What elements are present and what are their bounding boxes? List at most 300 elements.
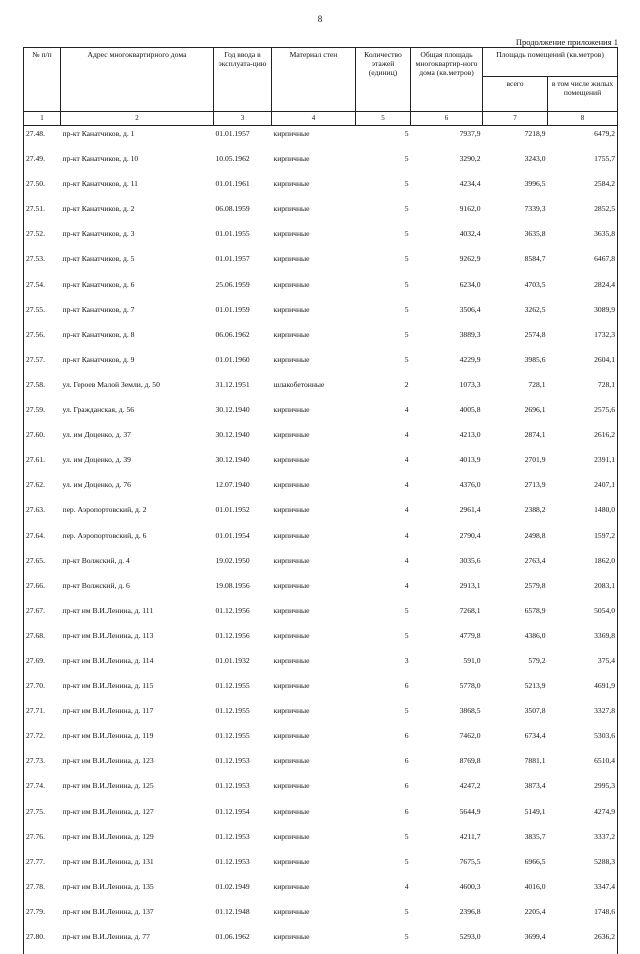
living-area-cell: 2391,1 <box>548 452 618 477</box>
header-premises-living: в том числе жилых помещений <box>548 77 618 112</box>
year-cell: 01.01.1960 <box>214 352 272 377</box>
premises-all-cell: 6578,9 <box>483 603 548 628</box>
floors-cell: 4 <box>356 528 411 553</box>
material-cell: кирпичные <box>272 678 356 703</box>
material-cell: кирпичные <box>272 578 356 603</box>
living-area-cell: 4274,9 <box>548 804 618 829</box>
material-cell: кирпичные <box>272 427 356 452</box>
row-number: 27.76. <box>24 829 61 854</box>
premises-all-cell: 3985,6 <box>483 352 548 377</box>
floors-cell: 4 <box>356 879 411 904</box>
premises-all-cell: 3507,8 <box>483 703 548 728</box>
premises-all-cell: 5149,1 <box>483 804 548 829</box>
row-number: 27.58. <box>24 377 61 402</box>
premises-all-cell: 5213,9 <box>483 678 548 703</box>
year-cell: 01.12.1948 <box>214 904 272 929</box>
total-area-cell: 2790,4 <box>411 528 483 553</box>
year-cell: 01.12.1954 <box>214 804 272 829</box>
year-cell: 01.01.1959 <box>214 302 272 327</box>
living-area-cell: 2995,3 <box>548 778 618 803</box>
premises-all-cell: 3635,8 <box>483 226 548 251</box>
total-area-cell: 6234,0 <box>411 277 483 302</box>
row-number: 27.63. <box>24 502 61 527</box>
address-cell: ул. им Доценко, д. 37 <box>61 427 214 452</box>
row-number: 27.57. <box>24 352 61 377</box>
year-cell: 01.12.1953 <box>214 753 272 778</box>
total-area-cell: 2396,8 <box>411 904 483 929</box>
header-material: Материал стен <box>272 48 356 112</box>
premises-all-cell: 2696,1 <box>483 402 548 427</box>
table-row <box>24 126 618 152</box>
living-area-cell: 3369,8 <box>548 628 618 653</box>
living-area-cell: 1755,7 <box>548 151 618 176</box>
row-number: 27.55. <box>24 302 61 327</box>
total-area-cell: 7937,9 <box>411 126 483 152</box>
address-cell: пр-кт им В.И.Ленина, д. 137 <box>61 904 214 929</box>
living-area-cell: 5054,0 <box>548 603 618 628</box>
floors-cell: 4 <box>356 477 411 502</box>
material-cell: кирпичные <box>272 452 356 477</box>
material-cell: кирпичные <box>272 528 356 553</box>
material-cell: кирпичные <box>272 277 356 302</box>
table-row <box>24 427 618 452</box>
premises-all-cell: 3873,4 <box>483 778 548 803</box>
address-cell: пр-кт им В.И.Ленина, д. 123 <box>61 753 214 778</box>
row-number: 27.62. <box>24 477 61 502</box>
table-row <box>24 402 618 427</box>
material-cell: шлакобетонные <box>272 377 356 402</box>
material-cell: кирпичные <box>272 151 356 176</box>
table-row <box>24 251 618 276</box>
premises-all-cell: 3243,0 <box>483 151 548 176</box>
floors-cell: 6 <box>356 753 411 778</box>
total-area-cell: 5778,0 <box>411 678 483 703</box>
premises-all-cell: 7218,9 <box>483 126 548 152</box>
row-number: 27.80. <box>24 929 61 954</box>
premises-all-cell: 3835,7 <box>483 829 548 854</box>
total-area-cell: 3035,6 <box>411 553 483 578</box>
address-cell: пр-кт Канатчиков, д. 6 <box>61 277 214 302</box>
year-cell: 01.12.1955 <box>214 703 272 728</box>
year-cell: 30.12.1940 <box>214 452 272 477</box>
row-number: 27.74. <box>24 778 61 803</box>
column-number: 1 <box>24 112 61 126</box>
living-area-cell: 2584,2 <box>548 176 618 201</box>
address-cell: пр-кт Канатчиков, д. 10 <box>61 151 214 176</box>
year-cell: 01.12.1956 <box>214 628 272 653</box>
floors-cell: 4 <box>356 553 411 578</box>
table-row <box>24 804 618 829</box>
living-area-cell: 2616,2 <box>548 427 618 452</box>
table-row <box>24 753 618 778</box>
floors-cell: 5 <box>356 151 411 176</box>
row-number: 27.54. <box>24 277 61 302</box>
year-cell: 01.01.1961 <box>214 176 272 201</box>
living-area-cell: 4691,9 <box>548 678 618 703</box>
year-cell: 30.12.1940 <box>214 402 272 427</box>
table-row <box>24 502 618 527</box>
floors-cell: 5 <box>356 904 411 929</box>
total-area-cell: 591,0 <box>411 653 483 678</box>
total-area-cell: 4229,9 <box>411 352 483 377</box>
material-cell: кирпичные <box>272 201 356 226</box>
address-cell: ул. им Доценко, д. 76 <box>61 477 214 502</box>
premises-all-cell: 6966,5 <box>483 854 548 879</box>
premises-all-cell: 8584,7 <box>483 251 548 276</box>
table-row <box>24 603 618 628</box>
material-cell: кирпичные <box>272 653 356 678</box>
table-row <box>24 728 618 753</box>
address-cell: пр-кт им В.И.Ленина, д. 125 <box>61 778 214 803</box>
total-area-cell: 9162,0 <box>411 201 483 226</box>
floors-cell: 6 <box>356 728 411 753</box>
row-number: 27.53. <box>24 251 61 276</box>
floors-cell: 4 <box>356 502 411 527</box>
row-number: 27.59. <box>24 402 61 427</box>
header-floors: Количество этажей (единиц) <box>356 48 411 112</box>
total-area-cell: 7268,1 <box>411 603 483 628</box>
floors-cell: 4 <box>356 427 411 452</box>
column-number-row <box>24 112 618 126</box>
year-cell: 01.12.1953 <box>214 829 272 854</box>
floors-cell: 5 <box>356 829 411 854</box>
floors-cell: 5 <box>356 628 411 653</box>
total-area-cell: 4234,4 <box>411 176 483 201</box>
premises-all-cell: 2701,9 <box>483 452 548 477</box>
row-number: 27.56. <box>24 327 61 352</box>
address-cell: ул. Героев Малой Земли, д. 50 <box>61 377 214 402</box>
material-cell: кирпичные <box>272 126 356 152</box>
total-area-cell: 5644,9 <box>411 804 483 829</box>
row-number: 27.69. <box>24 653 61 678</box>
material-cell: кирпичные <box>272 753 356 778</box>
total-area-cell: 8769,8 <box>411 753 483 778</box>
floors-cell: 5 <box>356 176 411 201</box>
premises-all-cell: 3699,4 <box>483 929 548 954</box>
address-cell: пр-кт Волжский, д. 6 <box>61 578 214 603</box>
address-cell: пр-кт им В.И.Ленина, д. 77 <box>61 929 214 954</box>
address-cell: пр-кт Канатчиков, д. 11 <box>61 176 214 201</box>
living-area-cell: 3089,9 <box>548 302 618 327</box>
address-cell: пр-кт Канатчиков, д. 1 <box>61 126 214 152</box>
total-area-cell: 3889,3 <box>411 327 483 352</box>
row-number: 27.67. <box>24 603 61 628</box>
table-row <box>24 854 618 879</box>
year-cell: 01.01.1954 <box>214 528 272 553</box>
address-cell: пр-кт Канатчиков, д. 5 <box>61 251 214 276</box>
material-cell: кирпичные <box>272 703 356 728</box>
table-row <box>24 352 618 377</box>
living-area-cell: 6479,2 <box>548 126 618 152</box>
total-area-cell: 3290,2 <box>411 151 483 176</box>
table-row <box>24 904 618 929</box>
material-cell: кирпичные <box>272 603 356 628</box>
year-cell: 19.02.1950 <box>214 553 272 578</box>
page-number: 8 <box>0 14 640 24</box>
living-area-cell: 3337,2 <box>548 829 618 854</box>
living-area-cell: 2604,1 <box>548 352 618 377</box>
year-cell: 01.02.1949 <box>214 879 272 904</box>
row-number: 27.60. <box>24 427 61 452</box>
address-cell: пр-кт им В.И.Ленина, д. 127 <box>61 804 214 829</box>
address-cell: ул. им Доценко, д. 39 <box>61 452 214 477</box>
living-area-cell: 375,4 <box>548 653 618 678</box>
premises-all-cell: 7339,3 <box>483 201 548 226</box>
material-cell: кирпичные <box>272 904 356 929</box>
table-row <box>24 929 618 954</box>
year-cell: 30.12.1940 <box>214 427 272 452</box>
total-area-cell: 4005,8 <box>411 402 483 427</box>
header-num: № п/п <box>24 48 61 112</box>
address-cell: пр-кт Канатчиков, д. 7 <box>61 302 214 327</box>
material-cell: кирпичные <box>272 728 356 753</box>
living-area-cell: 3347,4 <box>548 879 618 904</box>
living-area-cell: 6467,8 <box>548 251 618 276</box>
address-cell: пер. Аэропортовский, д. 6 <box>61 528 214 553</box>
column-number: 4 <box>272 112 356 126</box>
premises-all-cell: 6734,4 <box>483 728 548 753</box>
total-area-cell: 3506,4 <box>411 302 483 327</box>
row-number: 27.79. <box>24 904 61 929</box>
table-row <box>24 528 618 553</box>
table-row <box>24 452 618 477</box>
premises-all-cell: 2579,8 <box>483 578 548 603</box>
total-area-cell: 2913,1 <box>411 578 483 603</box>
year-cell: 12.07.1940 <box>214 477 272 502</box>
year-cell: 01.01.1952 <box>214 502 272 527</box>
premises-all-cell: 4703,5 <box>483 277 548 302</box>
row-number: 27.65. <box>24 553 61 578</box>
living-area-cell: 1862,0 <box>548 553 618 578</box>
floors-cell: 4 <box>356 578 411 603</box>
material-cell: кирпичные <box>272 477 356 502</box>
premises-all-cell: 3262,5 <box>483 302 548 327</box>
premises-all-cell: 2713,9 <box>483 477 548 502</box>
row-number: 27.75. <box>24 804 61 829</box>
header-premises-area: Площадь помещений (кв.метров) <box>483 48 618 77</box>
column-number: 8 <box>548 112 618 126</box>
row-number: 27.78. <box>24 879 61 904</box>
living-area-cell: 3327,8 <box>548 703 618 728</box>
total-area-cell: 7462,0 <box>411 728 483 753</box>
floors-cell: 3 <box>356 653 411 678</box>
living-area-cell: 2407,1 <box>548 477 618 502</box>
total-area-cell: 7675,5 <box>411 854 483 879</box>
material-cell: кирпичные <box>272 929 356 954</box>
premises-all-cell: 728,1 <box>483 377 548 402</box>
table-row <box>24 778 618 803</box>
living-area-cell: 2636,2 <box>548 929 618 954</box>
floors-cell: 5 <box>356 251 411 276</box>
address-cell: пр-кт им В.И.Ленина, д. 117 <box>61 703 214 728</box>
living-area-cell: 3635,8 <box>548 226 618 251</box>
year-cell: 01.12.1955 <box>214 678 272 703</box>
table-row <box>24 377 618 402</box>
header-address: Адрес многоквартирного дома <box>61 48 214 112</box>
address-cell: ул. Гражданская, д. 56 <box>61 402 214 427</box>
table-body <box>24 126 618 954</box>
premises-all-cell: 4386,0 <box>483 628 548 653</box>
living-area-cell: 1732,3 <box>548 327 618 352</box>
row-number: 27.49. <box>24 151 61 176</box>
premises-all-cell: 3996,5 <box>483 176 548 201</box>
floors-cell: 5 <box>356 201 411 226</box>
address-cell: пр-кт им В.И.Ленина, д. 129 <box>61 829 214 854</box>
floors-cell: 6 <box>356 778 411 803</box>
year-cell: 01.12.1953 <box>214 854 272 879</box>
address-cell: пр-кт им В.И.Ленина, д. 131 <box>61 854 214 879</box>
column-number: 7 <box>483 112 548 126</box>
premises-all-cell: 2574,8 <box>483 327 548 352</box>
continuation-note: Продолжение приложения 1 <box>516 37 618 47</box>
material-cell: кирпичные <box>272 628 356 653</box>
table-row <box>24 302 618 327</box>
address-cell: пр-кт им В.И.Ленина, д. 114 <box>61 653 214 678</box>
premises-all-cell: 4016,0 <box>483 879 548 904</box>
material-cell: кирпичные <box>272 302 356 327</box>
living-area-cell: 1597,2 <box>548 528 618 553</box>
floors-cell: 5 <box>356 302 411 327</box>
total-area-cell: 2961,4 <box>411 502 483 527</box>
total-area-cell: 4779,8 <box>411 628 483 653</box>
total-area-cell: 4032,4 <box>411 226 483 251</box>
table-row <box>24 477 618 502</box>
row-number: 27.73. <box>24 753 61 778</box>
row-number: 27.50. <box>24 176 61 201</box>
housing-register-table <box>23 47 618 954</box>
address-cell: пр-кт Волжский, д. 4 <box>61 553 214 578</box>
table-row <box>24 678 618 703</box>
year-cell: 01.12.1955 <box>214 728 272 753</box>
table-row <box>24 628 618 653</box>
floors-cell: 2 <box>356 377 411 402</box>
living-area-cell: 2824,4 <box>548 277 618 302</box>
year-cell: 01.06.1962 <box>214 929 272 954</box>
table-row <box>24 578 618 603</box>
floors-cell: 4 <box>356 452 411 477</box>
row-number: 27.48. <box>24 126 61 152</box>
living-area-cell: 1480,0 <box>548 502 618 527</box>
year-cell: 31.12.1951 <box>214 377 272 402</box>
living-area-cell: 1748,6 <box>548 904 618 929</box>
year-cell: 01.01.1957 <box>214 126 272 152</box>
year-cell: 01.01.1955 <box>214 226 272 251</box>
address-cell: пр-кт им В.И.Ленина, д. 135 <box>61 879 214 904</box>
year-cell: 01.01.1957 <box>214 251 272 276</box>
total-area-cell: 4600,3 <box>411 879 483 904</box>
total-area-cell: 9262,9 <box>411 251 483 276</box>
total-area-cell: 4247,2 <box>411 778 483 803</box>
year-cell: 10.05.1962 <box>214 151 272 176</box>
row-number: 27.70. <box>24 678 61 703</box>
living-area-cell: 728,1 <box>548 377 618 402</box>
total-area-cell: 5293,0 <box>411 929 483 954</box>
floors-cell: 5 <box>356 352 411 377</box>
year-cell: 01.12.1956 <box>214 603 272 628</box>
premises-all-cell: 2388,2 <box>483 502 548 527</box>
total-area-cell: 4211,7 <box>411 829 483 854</box>
row-number: 27.72. <box>24 728 61 753</box>
row-number: 27.77. <box>24 854 61 879</box>
table-row <box>24 226 618 251</box>
row-number: 27.52. <box>24 226 61 251</box>
floors-cell: 5 <box>356 703 411 728</box>
material-cell: кирпичные <box>272 352 356 377</box>
table-row <box>24 201 618 226</box>
premises-all-cell: 579,2 <box>483 653 548 678</box>
living-area-cell: 2083,1 <box>548 578 618 603</box>
total-area-cell: 4376,0 <box>411 477 483 502</box>
header-year: Год ввода в эксплуата-цию <box>214 48 272 112</box>
material-cell: кирпичные <box>272 251 356 276</box>
floors-cell: 6 <box>356 804 411 829</box>
material-cell: кирпичные <box>272 804 356 829</box>
column-number: 5 <box>356 112 411 126</box>
living-area-cell: 2852,5 <box>548 201 618 226</box>
row-number: 27.61. <box>24 452 61 477</box>
row-number: 27.51. <box>24 201 61 226</box>
material-cell: кирпичные <box>272 778 356 803</box>
total-area-cell: 1073,3 <box>411 377 483 402</box>
address-cell: пер. Аэропортовский, д. 2 <box>61 502 214 527</box>
floors-cell: 5 <box>356 277 411 302</box>
address-cell: пр-кт Канатчиков, д. 2 <box>61 201 214 226</box>
material-cell: кирпичные <box>272 879 356 904</box>
header-premises-all: всего <box>483 77 548 112</box>
address-cell: пр-кт им В.И.Ленина, д. 119 <box>61 728 214 753</box>
total-area-cell: 4013,9 <box>411 452 483 477</box>
premises-all-cell: 2205,4 <box>483 904 548 929</box>
table-row <box>24 277 618 302</box>
material-cell: кирпичные <box>272 327 356 352</box>
table-row <box>24 553 618 578</box>
material-cell: кирпичные <box>272 502 356 527</box>
column-number: 6 <box>411 112 483 126</box>
material-cell: кирпичные <box>272 829 356 854</box>
floors-cell: 5 <box>356 603 411 628</box>
total-area-cell: 4213,0 <box>411 427 483 452</box>
premises-all-cell: 2763,4 <box>483 553 548 578</box>
material-cell: кирпичные <box>272 402 356 427</box>
table-row <box>24 703 618 728</box>
table-row <box>24 151 618 176</box>
address-cell: пр-кт Канатчиков, д. 8 <box>61 327 214 352</box>
floors-cell: 5 <box>356 929 411 954</box>
premises-all-cell: 7881,1 <box>483 753 548 778</box>
address-cell: пр-кт им В.И.Ленина, д. 115 <box>61 678 214 703</box>
premises-all-cell: 2874,1 <box>483 427 548 452</box>
living-area-cell: 5288,3 <box>548 854 618 879</box>
premises-all-cell: 2498,8 <box>483 528 548 553</box>
year-cell: 19.08.1956 <box>214 578 272 603</box>
row-number: 27.68. <box>24 628 61 653</box>
material-cell: кирпичные <box>272 226 356 251</box>
floors-cell: 5 <box>356 854 411 879</box>
floors-cell: 5 <box>356 327 411 352</box>
table-row <box>24 327 618 352</box>
column-number: 2 <box>61 112 214 126</box>
material-cell: кирпичные <box>272 176 356 201</box>
floors-cell: 5 <box>356 226 411 251</box>
living-area-cell: 5303,6 <box>548 728 618 753</box>
header-total-area: Общая площадь многоквартир-ного дома (кв.метров) <box>411 48 483 112</box>
year-cell: 25.06.1959 <box>214 277 272 302</box>
address-cell: пр-кт им В.И.Ленина, д. 113 <box>61 628 214 653</box>
floors-cell: 6 <box>356 678 411 703</box>
row-number: 27.64. <box>24 528 61 553</box>
address-cell: пр-кт им В.И.Ленина, д. 111 <box>61 603 214 628</box>
table-row <box>24 829 618 854</box>
